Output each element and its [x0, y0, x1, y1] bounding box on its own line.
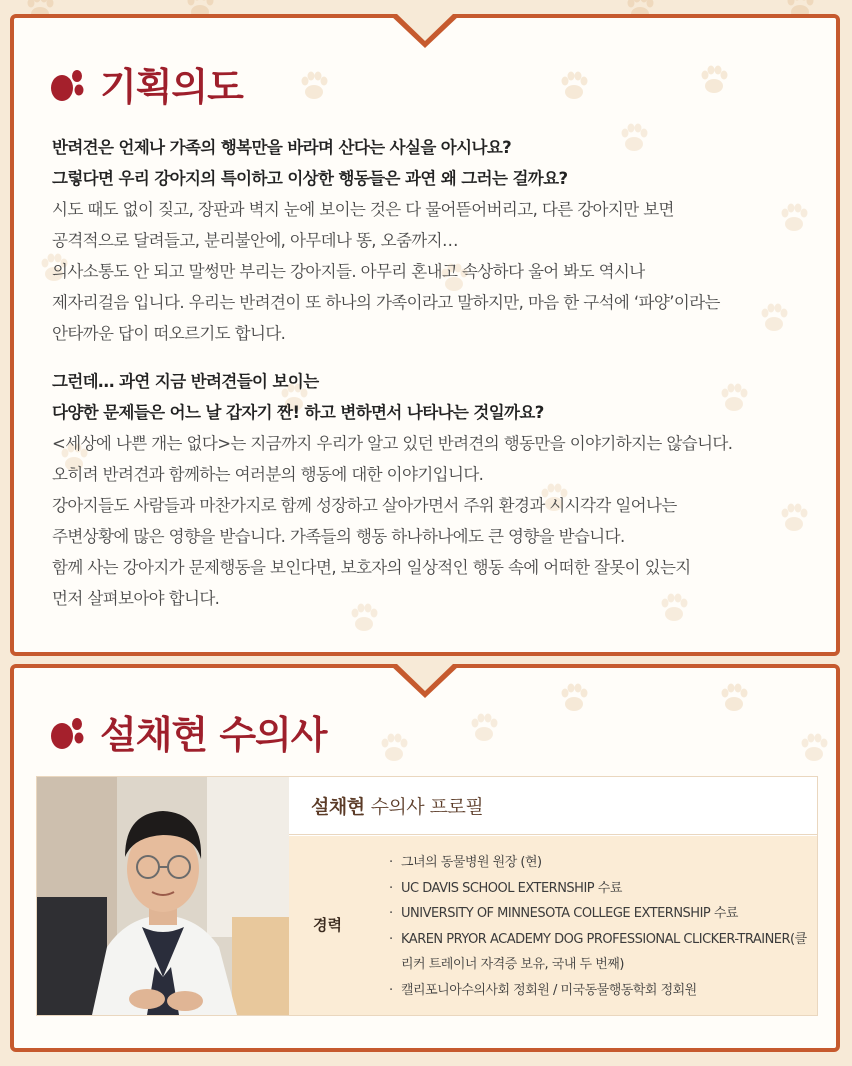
text-line: 의사소통도 안 되고 말썽만 부리는 강아지들. 아무리 혼내고 속상하다 울어 봐도 역시나: [52, 262, 645, 281]
career-panel: [289, 836, 817, 1015]
section-header: [46, 704, 326, 759]
veterinarian-section: [10, 664, 840, 1052]
text-line: 주변상황에 많은 영향을 받습니다. 가족들의 행동 하나하나에도 큰 영향을 받습니다.: [52, 527, 625, 546]
text-line: 제자리걸음 입니다. 우리는 반려견이 또 하나의 가족이라고 말하지만, 마음 한 구석에 ‘파양’이라는: [52, 293, 720, 312]
text-line: 강아지들도 사람들과 마찬가지로 함께 성장하고 살아가면서 주위 환경과 시시각각 일어나는: [52, 496, 677, 515]
text-line: 공격적으로 달려들고, 분리불안에, 아무데나 똥, 오줌까지…: [52, 231, 458, 250]
text-line: 안타까운 답이 떠오르기도 합니다.: [52, 324, 286, 343]
vet-name: 설채현: [311, 796, 365, 818]
vet-profile-card: [36, 776, 818, 1016]
frame-notch-inner: [397, 664, 453, 691]
frame-notch-inner: [397, 14, 453, 41]
career-item: · UC DAVIS SCHOOL EXTERNSHIP 수료: [387, 876, 807, 902]
text-line: 반려견은 언제나 가족의 행복만을 바라며 산다는 사실을 아시나요?: [52, 138, 512, 157]
career-item: · UNIVERSITY OF MINNESOTA COLLEGE EXTERNSHIP 수료: [387, 901, 807, 927]
career-item: · 그녀의 동물병원 원장 (현): [387, 850, 807, 876]
text-line: 시도 때도 없이 짖고, 장판과 벽지 눈에 보이는 것은 다 물어뜯어버리고, 다른 강아지만 보면: [52, 200, 674, 219]
text-line: 그런데… 과연 지금 반려견들이 보이는: [52, 372, 319, 391]
vet-profile-info: [289, 777, 817, 1015]
text-line: 함께 사는 강아지가 문제행동을 보인다면, 보호자의 일상적인 행동 속에 어떠한 잘못이 있는지: [52, 558, 691, 577]
career-item: · KAREN PRYOR ACADEMY DOG PROFESSIONAL CLICKER-TRAINER(클리커 트레이너 자격증 보유, 국내 두 번째): [387, 927, 807, 978]
paw-icon: [46, 64, 90, 104]
section-title: 기획의도: [100, 65, 243, 109]
profile-title-suffix: 수의사 프로필: [370, 796, 484, 818]
planning-intent-text: [52, 132, 832, 614]
career-item: · 캘리포니아수의사회 정회원 / 미국동물행동학회 정회원: [387, 978, 807, 1004]
profile-title: [289, 777, 817, 835]
vet-photo: [37, 777, 289, 1015]
career-list: [387, 850, 807, 1003]
paw-icon: [46, 712, 90, 752]
career-label: 경력: [313, 916, 342, 934]
text-line: 그렇다면 우리 강아지의 특이하고 이상한 행동들은 과연 왜 그러는 걸까요?: [52, 169, 568, 188]
text-line: 먼저 살펴보아야 합니다.: [52, 589, 220, 608]
section-title: 설채현 수의사: [100, 713, 327, 757]
planning-intent-section: [10, 14, 840, 656]
text-line: <세상에 나쁜 개는 없다>는 지금까지 우리가 알고 있던 반려견의 행동만을 이야기하지는 않습니다.: [52, 434, 733, 453]
text-line: 다양한 문제들은 어느 날 갑자기 짠! 하고 변하면서 나타나는 것일까요?: [52, 403, 544, 422]
section-header: [46, 56, 243, 111]
text-line: 오히려 반려견과 함께하는 여러분의 행동에 대한 이야기입니다.: [52, 465, 484, 484]
